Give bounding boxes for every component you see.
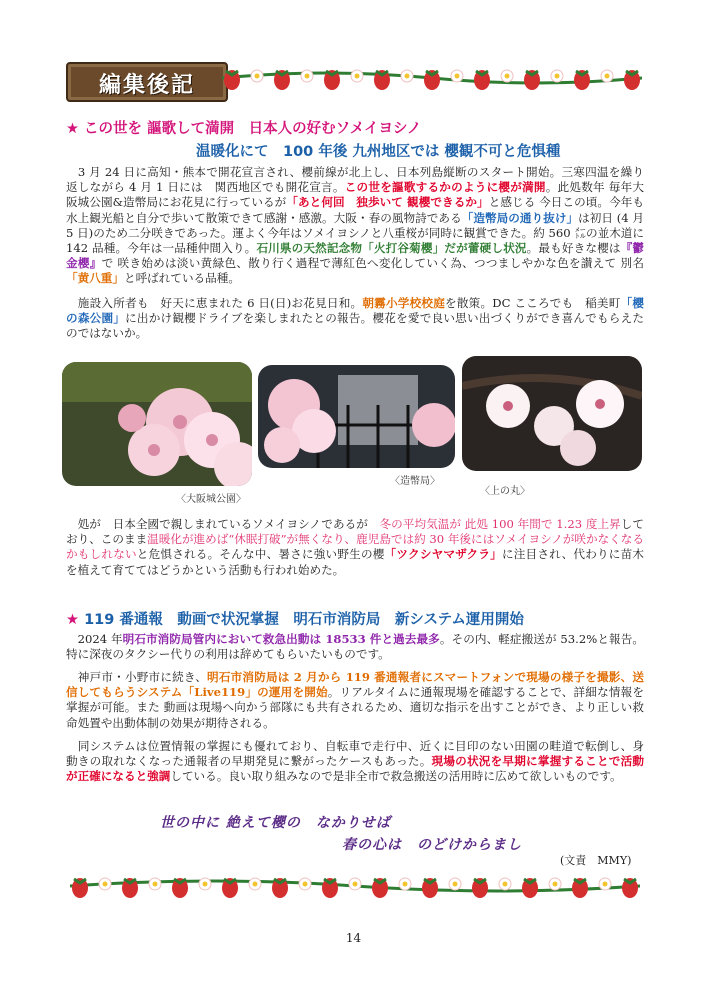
body-text: に注目され、代わりに苗木を植えて育ててはどうかという活動も行われ始めた。	[66, 547, 644, 577]
article2-paragraph-3	[66, 739, 644, 785]
strawberry-flower-garland-icon	[222, 62, 642, 92]
article2-heading-text: 119 番通報 動画で状況掌握 明石市消防局 新システム運用開始	[84, 612, 524, 628]
highlighted-text: 明石市消防局は 2 月から 119 番通報者にスマートフォンで現場の様子を撮影、送信してもらうシステム「Live119」の運用を開始	[66, 670, 644, 700]
article1-paragraph-1	[66, 165, 644, 287]
article1-subheading: 温暖化にて 100 年後 九州地区では 櫻観不可と危惧種	[196, 144, 561, 160]
body-text: と感じる 今日この頃。今年も水上観光船と自分で歩いて散策できて感謝・感激。大阪・春の風物詩である	[66, 195, 645, 225]
highlighted-text: 現場の状況を早期に掌握することで活動が正確になると強調	[66, 754, 644, 784]
body-text: している。良い取り組みなので是非全市で救急搬送の活用時に広めて欲しいものです。	[170, 769, 622, 784]
caption-mint-bureau: 〈造幣局〉	[390, 476, 440, 487]
header-sign	[66, 62, 228, 102]
page-title: 編集後記	[98, 73, 195, 98]
body-text: と危惧される。そんな中、暑さに強い野生の櫻	[136, 547, 385, 562]
highlighted-text: 「櫻の森公園」	[66, 296, 644, 326]
highlighted-text: この世を謳歌するかのように櫻が満開	[344, 180, 546, 195]
article1-paragraph-3	[66, 517, 644, 578]
highlighted-text: 「黄八重」	[66, 271, 124, 286]
highlighted-text: 朝霧小学校校庭	[362, 296, 446, 310]
strawberry-flower-garland-icon	[70, 870, 640, 900]
caption-uenomaru: 〈上の丸〉	[480, 486, 530, 497]
body-text: 同システムは位置情報の掌握にも優れており、自転車で走行中、近くに目印のない田園の畦道で転倒し、身動きの取れなくなった通報者の早期発見に繋がったケースもあった。	[66, 739, 644, 769]
body-text: 処が 日本全國で親しまれているソメイヨシノであるが	[66, 517, 380, 531]
article2-paragraph-2	[66, 670, 644, 731]
body-text: 。リアルタイムに通報現場を確認することで、詳細な情報を掌握が可能。また 動画は現場へ向かう部隊にも共有されるため、適切な指示を出すことができ、より正しい救命処置や出動体制の効果が期待される。	[66, 685, 644, 730]
highlighted-text: 「ツクシヤマザクラ」	[384, 547, 502, 562]
photo-mint-bureau	[258, 365, 455, 468]
highlighted-text: 冬の平均気温が 此処 100 年間で 1.23 度上昇	[379, 517, 621, 531]
photo-osaka-castle-park	[62, 362, 252, 486]
highlighted-text: 石川県の天然記念物「火打谷菊櫻」だが蕾硬し状況	[256, 241, 527, 256]
body-text: 。此処数年 毎年大阪城公園&造幣局にお花見に行っているが	[66, 180, 644, 210]
poem-line-2: 春の心は のどけからまし	[342, 837, 522, 853]
body-text: は初日 (4 月 5 日)のため二分咲きであった。運よく今年はソメイヨシノと八重桜が同時に観賞できた。約 560 ㍍の並木道に 142 品種。今年は一品種仲間入り。	[66, 210, 644, 256]
body-text: 。最も好きな櫻は	[526, 241, 621, 256]
credit: (文責 MMY)	[560, 854, 632, 867]
body-text: 3 月 24 日に高知・熊本で開花宣言され、櫻前線が北上し、日本列島縦断のスタート開始。三寒四温を繰り返しながら 4 月 1 日には 関西地区でも開花宣言。	[66, 165, 644, 195]
caption-osaka-castle-park: 〈大阪城公園〉	[176, 494, 246, 505]
body-text: 施設入所者も 好天に恵まれた 6 日(日)お花見日和。	[66, 296, 363, 310]
body-text: を散策。DC こころでも 稲美町	[445, 296, 621, 310]
highlighted-text: 「あと何回 独歩いて 観櫻できるか」	[286, 195, 489, 210]
body-text: と呼ばれている品種。	[123, 271, 240, 286]
article2-heading	[66, 608, 646, 629]
photo-uenomaru	[462, 356, 642, 471]
body-text: で 咲き始めは淡い黄緑色、散り行く過程で薄紅色へ変化していく為、つつましやかな色を讃えて 別名	[101, 256, 644, 271]
body-text: 神戸市・小野市に続き、	[66, 670, 208, 684]
article1-heading: ★ この世を 謳歌して満開 日本人の好むソメイヨシノ	[66, 121, 422, 137]
body-text: しており、このまま	[66, 517, 644, 547]
page-number: 14	[345, 931, 362, 945]
body-text: 。その内、軽症搬送が 53.2%と報告。特に深夜のタクシー代りの利用は辞めてもらいたいものです。	[66, 632, 644, 662]
poem-line-1: 世の中に 絶えて櫻の なかりせば	[160, 815, 391, 831]
highlighted-text: 温暖化が進めば“休眠打破”が無くなり、鹿児島では約 30 年後にはソメイヨシノが咲かなくなるかもしれない	[66, 532, 644, 562]
body-text: 2024 年	[66, 632, 123, 646]
article1-paragraph-2	[66, 296, 644, 342]
highlighted-text: 「造幣局の通り抜け」	[461, 210, 579, 225]
highlighted-text: 『鬱金櫻』	[66, 241, 644, 271]
highlighted-text: 明石市消防局管内において救急出動は 18533 件と過去最多	[122, 632, 440, 646]
body-text: に出かけ観櫻ドライブを楽しまれたとの報告。櫻花を愛で良い思い出づくりができ喜んでもらえたのではないか。	[66, 311, 644, 341]
star-icon: ★	[66, 612, 79, 628]
article2-paragraph-1	[66, 632, 644, 662]
